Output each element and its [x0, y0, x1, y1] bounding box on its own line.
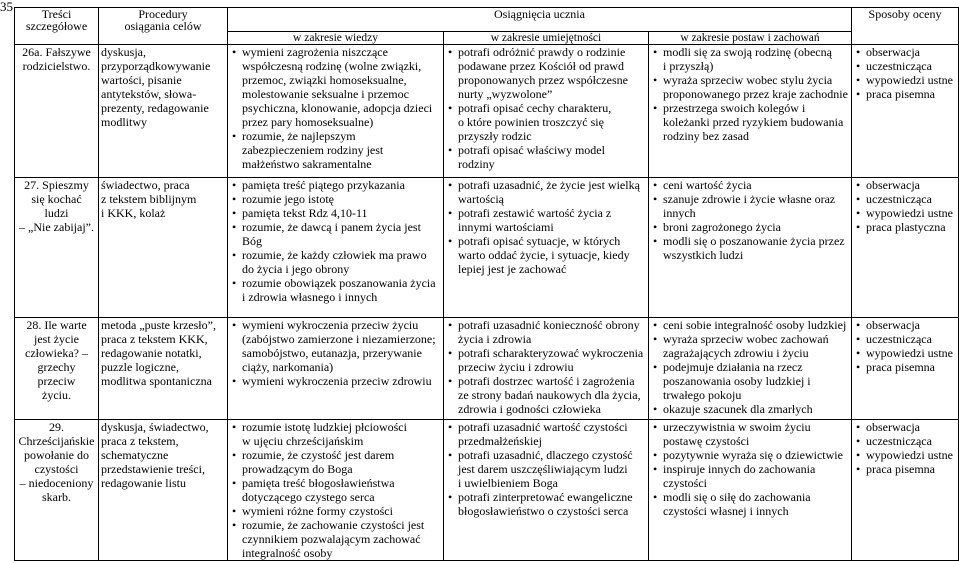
postawy-cell	[649, 178, 852, 318]
text-line: • rozumie jego istotę	[242, 192, 334, 206]
text-line: samobójstwo, eutanazja, przerywanie	[242, 346, 422, 360]
bullet-list	[447, 45, 645, 171]
bullet-item	[652, 45, 848, 73]
text-line: i zdrowia własnego i innych	[242, 290, 378, 304]
bullet-list	[447, 318, 645, 416]
bullet-item	[231, 178, 440, 192]
header-tresci-line1: Treści	[41, 7, 72, 21]
text-line: Chrześcijańskie	[18, 434, 95, 448]
text-line: • ceni sobie integralność osoby ludzkiej	[663, 318, 847, 332]
text-line: • potrafi opisać cechy charakteru,	[458, 101, 612, 115]
text-line: • ceni wartość życia	[663, 178, 752, 192]
text-line: 28. Ile warte	[26, 318, 87, 332]
table-row	[15, 45, 959, 178]
text-line: rodziny bez zasad	[663, 129, 749, 143]
table-row	[15, 420, 959, 561]
bullet-item	[652, 402, 848, 416]
text-line: • pamięta treść piątego przykazania	[242, 178, 405, 192]
table-row	[15, 318, 959, 420]
postawy-cell	[649, 45, 852, 178]
text-line: antytekstów, słowa-	[101, 87, 197, 101]
text-line: proponowanego przez kraje zachodnie	[663, 87, 848, 101]
bullet-item	[855, 332, 955, 346]
bullet-item	[447, 490, 645, 518]
bullet-item	[447, 143, 645, 171]
bullet-item	[855, 420, 955, 434]
bullet-list	[652, 420, 848, 518]
text-line: przez pary homoseksualne)	[242, 115, 374, 129]
header-wiedza: w zakresie wiedzy	[228, 32, 444, 45]
text-line: błogosławieństwo o czystości serca	[458, 504, 629, 518]
text-line: • wymieni różne formy czystości	[242, 504, 393, 518]
text-line: • pamięta treść błogosławieństwa	[242, 476, 395, 490]
bullet-list	[231, 178, 440, 304]
text-line: wartością	[458, 192, 504, 206]
text-line: czystości	[34, 462, 79, 476]
umiejetnosci-cell	[444, 318, 649, 420]
text-line: postawę czystości	[663, 434, 750, 448]
bullet-item	[231, 518, 440, 560]
page-number: 35	[0, 0, 13, 14]
bullet-item	[447, 101, 645, 143]
postawy-cell	[649, 318, 852, 420]
text-line: Bóg	[242, 234, 263, 248]
text-line: modlitwa spontaniczna	[101, 374, 212, 388]
text-line: psychiczna, klonowanie, adopcja dzieci	[242, 101, 433, 115]
text-line: • wymieni wykroczenia przeciw zdrowiu	[242, 374, 432, 388]
bullet-item	[231, 504, 440, 518]
text-line: • potrafi uzasadnić, że życie jest wielką	[458, 178, 640, 192]
text-line: • okazuje szacunek dla zmarłych	[663, 402, 813, 416]
bullet-list	[855, 45, 955, 101]
text-line: 29.	[49, 420, 64, 434]
text-line: grzechy przeciw	[37, 360, 76, 388]
bullet-item	[652, 318, 848, 332]
text-line: o które powinien troszczyć się	[458, 115, 604, 129]
bullet-item	[231, 448, 440, 476]
header-tresci	[15, 8, 99, 45]
bullet-item	[855, 434, 955, 448]
wiedza-cell	[228, 45, 444, 178]
text-line: puzzle logiczne,	[101, 360, 179, 374]
text-line: przedstawienie treści,	[101, 462, 205, 476]
text-line: molestowanie seksualne i przemoc	[242, 87, 409, 101]
text-line: 26a. Fałszywe	[22, 45, 91, 59]
text-line: z tekstem biblijnym	[101, 192, 197, 206]
bullet-item	[447, 234, 645, 276]
text-line: rodziny	[458, 157, 495, 171]
header-sposoby: Sposoby oceny	[852, 8, 959, 45]
bullet-list	[447, 178, 645, 276]
bullet-item	[231, 476, 440, 504]
topic-cell	[15, 178, 99, 318]
bullet-item	[447, 420, 645, 448]
header-procedury-line2: osiągania celów	[124, 19, 202, 33]
text-line: powołanie do	[24, 448, 89, 462]
bullet-item	[652, 462, 848, 490]
header-osiagniecia: Osiągnięcia ucznia	[228, 8, 852, 32]
bullet-item	[652, 220, 848, 234]
text-line: poszanowania osoby ludzkiej i	[663, 374, 811, 388]
text-line: • potrafi zinterpretować ewangeliczne	[458, 490, 633, 504]
text-line: czystości własnej i innych	[663, 504, 789, 518]
text-line: małżeństwo sakramentalne	[242, 157, 372, 171]
text-line: skarb.	[42, 490, 71, 504]
text-line: • potrafi odróżnić prawdy o rodzinie	[458, 45, 626, 59]
ocena-cell	[852, 420, 959, 561]
text-line: • potrafi scharakteryzować wykroczenia	[458, 346, 644, 360]
text-line: • wypowiedzi ustne	[866, 206, 953, 220]
text-line: czynnikiem pozwalającym zachować	[242, 532, 421, 546]
text-line: • przestrzega swoich kolegów i	[663, 101, 806, 115]
bullet-item	[855, 448, 955, 462]
text-line: • praca pisemna	[866, 462, 935, 476]
procedures-cell	[99, 318, 228, 420]
bullet-item	[231, 45, 440, 129]
text-line: trwałego pokoju	[663, 388, 742, 402]
text-line: życia i zdrowia	[458, 332, 532, 346]
text-line: • szanuje zdrowie i życie własne oraz	[663, 192, 836, 206]
text-line: • wyraża sprzeciw wobec stylu życia	[663, 73, 833, 87]
text-line: • praca plastyczna	[866, 220, 946, 234]
text-line: • potrafi opisać sytuacje, w których	[458, 234, 621, 248]
text-line: czystości	[663, 476, 707, 490]
bullet-list	[855, 178, 955, 234]
bullet-item	[231, 248, 440, 276]
bullet-item	[652, 178, 848, 192]
text-line: • rozumie, że czystość jest darem	[242, 448, 395, 462]
text-line: nurty „wyzwolone”	[458, 87, 553, 101]
bullet-item	[855, 59, 955, 73]
text-line: i KKK, kolaż	[101, 206, 166, 220]
text-line: • potrafi uzasadnić, dlaczego czystość	[458, 448, 633, 462]
bullet-item	[855, 360, 955, 374]
text-line: się kochać ludzi	[31, 192, 82, 220]
bullet-item	[855, 462, 955, 476]
text-line: praca z tekstem KKK,	[101, 332, 208, 346]
text-line: • wypowiedzi ustne	[866, 448, 953, 462]
bullet-item	[652, 73, 848, 101]
text-line: ze strony badań naukowych dla życia,	[458, 388, 641, 402]
text-line: • rozumie, że najlepszym	[242, 129, 356, 143]
topic-cell	[15, 45, 99, 178]
text-line: rodzicielstwo.	[22, 59, 91, 73]
bullet-item	[855, 87, 955, 101]
text-line: przemoc, związki homoseksualne,	[242, 73, 407, 87]
bullet-item	[231, 220, 440, 248]
text-line: • wypowiedzi ustne	[866, 73, 953, 87]
text-line: człowieka? –	[25, 346, 88, 360]
text-line: • pamięta tekst Rdz 4,10-11	[242, 206, 368, 220]
text-line: zabezpieczeniem rodziny jest	[242, 143, 384, 157]
umiejetnosci-cell	[444, 420, 649, 561]
bullet-list	[231, 45, 440, 171]
text-line: • wymieni wykroczenia przeciw życiu	[242, 318, 419, 332]
ocena-cell	[852, 318, 959, 420]
bullet-item	[231, 374, 440, 388]
bullet-item	[855, 178, 955, 192]
text-line: • rozumie obowiązek poszanowania życia	[242, 276, 436, 290]
text-line: przedmałżeńskiej	[458, 434, 542, 448]
bullet-item	[447, 346, 645, 374]
table-row	[15, 178, 959, 318]
bullet-item	[855, 192, 955, 206]
bullet-item	[447, 318, 645, 346]
text-line: praca z tekstem,	[101, 434, 179, 448]
text-line: wszystkich ludzi	[663, 248, 744, 262]
bullet-item	[855, 206, 955, 220]
text-line: i przyszłą)	[663, 59, 714, 73]
text-line: ciąży, narkomania)	[242, 360, 334, 374]
bullet-item	[231, 318, 440, 374]
text-line: • rozumie istotę ludzkiej płciowości	[242, 420, 407, 434]
bullet-item	[231, 206, 440, 220]
text-line: • uczestnicząca	[866, 192, 932, 206]
text-line: • uczestnicząca	[866, 434, 932, 448]
text-line: • potrafi opisać właściwy model	[458, 143, 605, 157]
bullet-item	[231, 192, 440, 206]
text-line: • potrafi uzasadnić wartość czystości	[458, 420, 628, 434]
ocena-cell	[852, 45, 959, 178]
text-line: jest życie	[34, 332, 79, 346]
bullet-item	[231, 129, 440, 171]
text-line: prezenty, redagowanie	[101, 101, 209, 115]
text-line: schematyczne	[101, 448, 169, 462]
text-line: • urzeczywistnia w swoim życiu	[663, 420, 811, 434]
text-line: dotyczącego czystego serca	[242, 490, 375, 504]
text-line: (zabójstwo zamierzone i niezamierzone;	[242, 332, 436, 346]
bullet-item	[652, 332, 848, 360]
text-line: koleżanki przed ryzykiem budowania	[663, 115, 844, 129]
bullet-list	[652, 178, 848, 262]
text-line: • podejmuje działania na rzecz	[663, 360, 803, 374]
umiejetnosci-cell	[444, 45, 649, 178]
text-line: • uczestnicząca	[866, 332, 932, 346]
bullet-item	[855, 73, 955, 87]
bullet-item	[855, 220, 955, 234]
text-line: • wymieni zagrożenia niszczące	[242, 45, 388, 59]
bullet-item	[652, 490, 848, 518]
text-line: przeciw życiu i zdrowiu	[458, 360, 574, 374]
bullet-item	[447, 206, 645, 234]
text-line: do życia i jego obrony	[242, 262, 350, 276]
bullet-list	[231, 420, 440, 560]
text-line: • rozumie, że każdy człowiek ma prawo	[242, 248, 427, 262]
umiejetnosci-cell	[444, 178, 649, 318]
text-line: świadectwo, praca	[101, 178, 190, 192]
bullet-list	[855, 420, 955, 476]
procedures-cell	[99, 420, 228, 561]
text-line: • obserwacja	[866, 178, 920, 192]
text-line: wartości, pisanie	[101, 73, 182, 87]
text-line: redagowanie notatki,	[101, 346, 202, 360]
text-line: • potrafi zestawić wartość życia z	[458, 206, 612, 220]
text-line: podawane przez Kościół od prawd	[458, 59, 624, 73]
bullet-list	[231, 318, 440, 388]
text-line: dyskusja,	[101, 45, 146, 59]
text-line: w ujęciu chrześcijańskim	[242, 434, 364, 448]
text-line: redagowanie listu	[101, 476, 186, 490]
bullet-item	[231, 276, 440, 304]
postawy-cell	[649, 420, 852, 561]
bullet-list	[447, 420, 645, 518]
bullet-item	[855, 346, 955, 360]
bullet-list	[652, 45, 848, 143]
text-line: warto oddać życie, i sytuacje, kiedy	[458, 248, 630, 262]
text-line: • obserwacja	[866, 318, 920, 332]
text-line: • broni zagrożonego życia	[663, 220, 781, 234]
text-line: – niedoceniony	[19, 476, 94, 490]
text-line: modlitwy	[101, 115, 148, 129]
text-line: lepiej jest je zachować	[458, 262, 567, 276]
text-line: • modli się za swoją rodzinę (obecną	[663, 45, 832, 59]
text-line: przyporządkowywanie	[101, 59, 211, 73]
text-line: proponowanych przez współczesne	[458, 73, 628, 87]
text-line: 27. Spieszmy	[24, 178, 89, 192]
topic-cell	[15, 318, 99, 420]
bullet-item	[652, 101, 848, 143]
text-line: współczesną rodzinę (wolne związki,	[242, 59, 422, 73]
procedures-cell	[99, 45, 228, 178]
bullet-item	[652, 234, 848, 262]
text-line: dyskusja, świadectwo,	[101, 420, 209, 434]
bullet-list	[855, 318, 955, 374]
text-line: • rozumie, że zachowanie czystości jest	[242, 518, 425, 532]
text-line: metoda „puste krzesło”,	[101, 318, 216, 332]
ocena-cell	[852, 178, 959, 318]
text-line: • modli się o siłę do zachowania	[663, 490, 811, 504]
bullet-item	[652, 192, 848, 220]
bullet-item	[652, 360, 848, 402]
text-line: • uczestnicząca	[866, 59, 932, 73]
procedures-cell	[99, 178, 228, 318]
header-procedury-line1: Procedury	[138, 7, 188, 21]
text-line: • pozytywnie wyraża się o dziewictwie	[663, 448, 843, 462]
wiedza-cell	[228, 178, 444, 318]
text-line: • potrafi uzasadnić konieczność obrony	[458, 318, 640, 332]
text-line: • inspiruje innych do zachowania	[663, 462, 816, 476]
text-line: i uwielbieniem Boga	[458, 476, 558, 490]
text-line: innych	[663, 206, 696, 220]
text-line: • potrafi dostrzec wartość i zagrożenia	[458, 374, 635, 388]
text-line: • obserwacja	[866, 420, 920, 434]
bullet-item	[652, 420, 848, 448]
header-procedury	[99, 8, 228, 45]
bullet-item	[447, 178, 645, 206]
text-line: • rozumie, że dawcą i panem życia jest	[242, 220, 421, 234]
bullet-item	[855, 318, 955, 332]
text-line: • praca pisemna	[866, 360, 935, 374]
bullet-item	[231, 420, 440, 448]
topic-cell	[15, 420, 99, 561]
text-line: • obserwacja	[866, 45, 920, 59]
bullet-item	[652, 448, 848, 462]
header-tresci-line2: szczegółowe	[25, 19, 88, 33]
text-line: integralność osoby	[242, 546, 333, 560]
text-line: • praca pisemna	[866, 87, 935, 101]
text-line: • modli się o poszanowanie życia przez	[663, 234, 845, 248]
bullet-item	[855, 45, 955, 59]
curriculum-table	[14, 7, 959, 561]
text-line: – „Nie zabijaj”.	[19, 220, 94, 234]
text-line: zdrowia i godności człowieka	[458, 402, 601, 416]
text-line: zagrażających zdrowiu i życiu	[663, 346, 809, 360]
text-line: • wypowiedzi ustne	[866, 346, 953, 360]
text-line: innymi wartościami	[458, 220, 554, 234]
wiedza-cell	[228, 420, 444, 561]
text-line: przyszły rodzic	[458, 129, 532, 143]
text-line: jest darem uszczęśliwiającym ludzi	[458, 462, 628, 476]
bullet-item	[447, 45, 645, 101]
text-line: życiu.	[42, 388, 71, 402]
bullet-item	[447, 374, 645, 416]
bullet-list	[652, 318, 848, 416]
text-line: • wyraża sprzeciw wobec zachowań	[663, 332, 829, 346]
header-postaw: w zakresie postaw i zachowań	[649, 32, 852, 45]
bullet-item	[447, 448, 645, 490]
header-umiejetnosci: w zakresie umiejętności	[444, 32, 649, 45]
wiedza-cell	[228, 318, 444, 420]
text-line: prowadzącym do Boga	[242, 462, 353, 476]
